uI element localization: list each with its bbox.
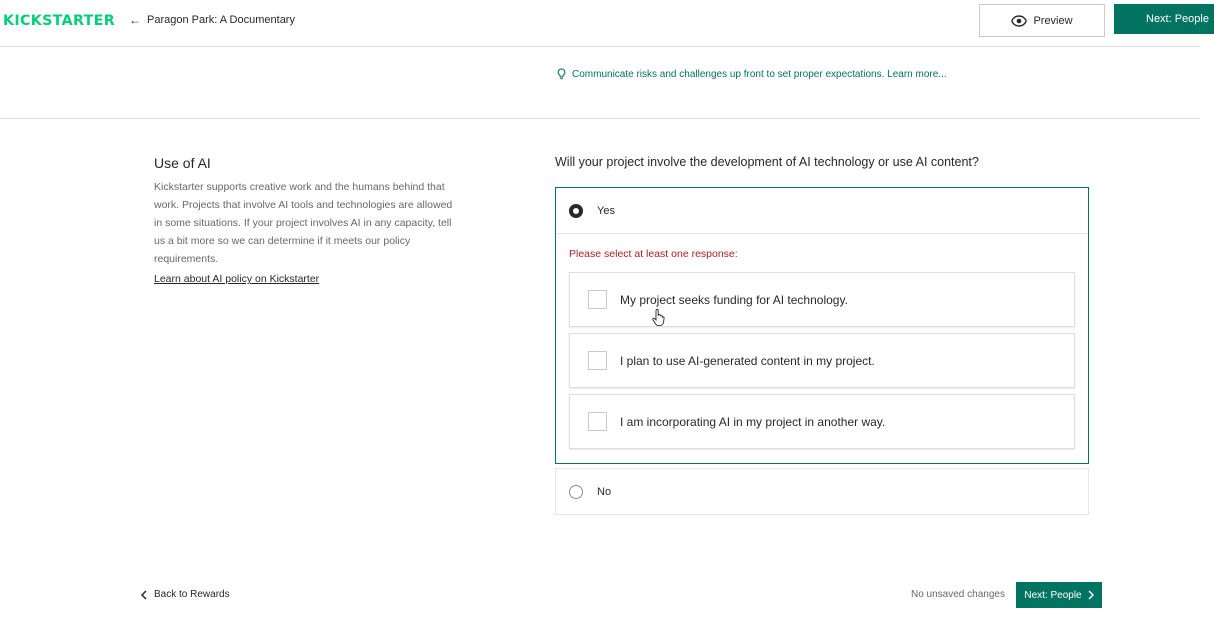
- ai-funding-checkbox-option[interactable]: [569, 272, 1075, 327]
- section-description: Kickstarter supports creative work and the humans behind that work. Projects that involve AI tools and technologies are allowed in some situations. If your project involves AI in any capacity, tell us a bit more so we can determine if it meets our policy requirements.: [154, 181, 453, 265]
- svg-text:KICKSTARTER: KICKSTARTER: [3, 13, 116, 29]
- back-to-rewards-link[interactable]: [141, 589, 230, 600]
- risk-tip: [557, 68, 947, 80]
- ai-policy-link[interactable]: Learn about AI policy on Kickstarter: [154, 273, 320, 285]
- option-label: I plan to use AI-generated content in my project.: [620, 353, 875, 368]
- next-label: Next: People: [1024, 589, 1082, 601]
- chevron-right-icon: [1088, 590, 1094, 600]
- preview-label: Preview: [1033, 14, 1073, 27]
- back-to-project-link[interactable]: [129, 13, 295, 27]
- kickstarter-logo[interactable]: [3, 11, 115, 27]
- chevron-left-icon: [141, 590, 147, 600]
- option-label: I am incorporating AI in my project in another way.: [620, 414, 886, 429]
- option-label: My project seeks funding for AI technology.: [620, 292, 848, 307]
- error-message: Please select at least one response:: [569, 248, 738, 260]
- ai-question: Will your project involve the development of AI technology or use AI content?: [555, 155, 979, 169]
- hand-cursor-icon: [652, 309, 666, 327]
- next-label: Next: People: [1146, 13, 1209, 25]
- next-people-button-bottom[interactable]: [1016, 582, 1102, 608]
- arrow-left-icon: ←: [129, 13, 141, 27]
- no-radio-option[interactable]: [555, 468, 1089, 515]
- section-divider: [0, 118, 1200, 119]
- no-radio[interactable]: [569, 485, 583, 499]
- ai-content-checkbox-option[interactable]: [569, 333, 1075, 388]
- yes-radio-option[interactable]: [556, 188, 1088, 234]
- no-label: No: [597, 485, 612, 498]
- back-label: Back to Rewards: [154, 589, 230, 600]
- section-title: Use of AI: [154, 155, 211, 171]
- ai-other-checkbox[interactable]: [588, 412, 607, 431]
- top-header: [0, 0, 1209, 47]
- preview-button[interactable]: [979, 4, 1105, 37]
- yes-option-panel: [555, 187, 1089, 464]
- ai-other-checkbox-option[interactable]: [569, 394, 1075, 449]
- next-people-button-top[interactable]: [1114, 4, 1214, 34]
- tip-text[interactable]: Communicate risks and challenges up front to set proper expectations. Learn more...: [572, 68, 947, 80]
- yes-label: Yes: [597, 204, 615, 217]
- ai-funding-checkbox[interactable]: [588, 290, 607, 309]
- eye-icon: [1011, 15, 1027, 27]
- lightbulb-icon: [557, 68, 566, 80]
- yes-radio[interactable]: [569, 204, 583, 218]
- save-status: No unsaved changes: [911, 589, 1005, 600]
- ai-content-checkbox[interactable]: [588, 351, 607, 370]
- project-title: Paragon Park: A Documentary: [147, 14, 295, 26]
